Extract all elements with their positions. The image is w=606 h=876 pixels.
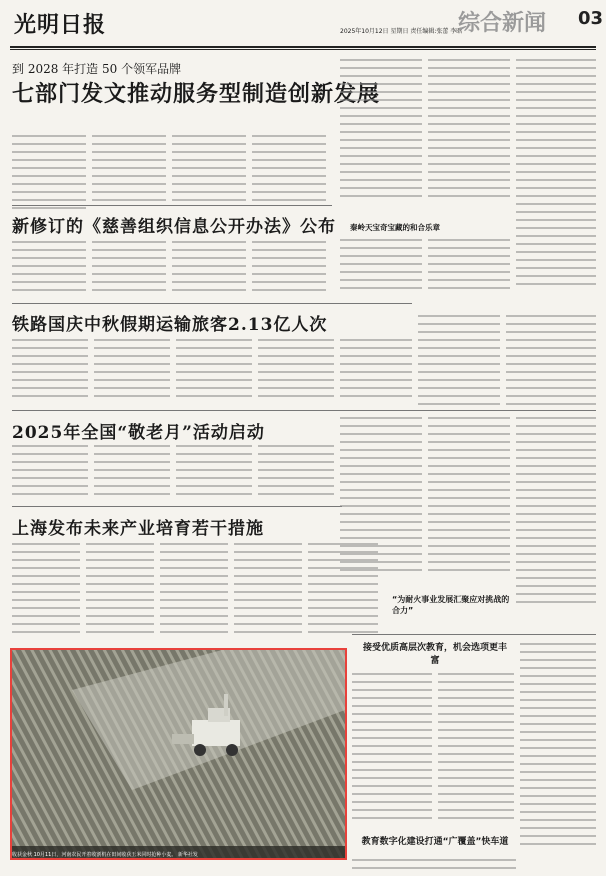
- right-col-12: [438, 670, 514, 830]
- right-col-9: [428, 414, 510, 584]
- right-col-11: [352, 670, 432, 830]
- divider: [352, 634, 596, 635]
- box-heading-1: 接受优质高层次教育，机会选项更丰富: [362, 643, 507, 666]
- photo-caption: 收获金秋 10月11日，河南农民开着收割机在田间收获玉米同时抢种小麦。 新华社发: [12, 852, 198, 858]
- story-4-col-2: [86, 540, 154, 640]
- lead-headline: 七部门发文推动服务型制造创新发展: [12, 81, 381, 107]
- right-col-10: [516, 414, 596, 614]
- lead-body-col-2: [92, 132, 166, 212]
- right-col-1: [340, 56, 422, 206]
- story-4-col-3: [160, 540, 228, 640]
- masthead-rule: [10, 46, 596, 48]
- right-col-8: [340, 414, 422, 584]
- right-col-14: [352, 856, 516, 874]
- story-3-headline: 2025年全国“敬老月”活动启动: [12, 423, 265, 443]
- right-col-3: [516, 56, 596, 296]
- divider: [340, 410, 596, 411]
- right-col-6: [418, 312, 500, 408]
- story-2-col-2: [94, 336, 170, 408]
- story-3-col-4: [258, 442, 334, 506]
- page-number: 03: [578, 8, 604, 29]
- story-4-col-4: [234, 540, 302, 640]
- pull-quote: [392, 594, 510, 624]
- divider: [12, 303, 412, 304]
- lead-kicker: 到 2028 年打造 50 个领军品牌: [12, 62, 182, 76]
- right-col-7: [506, 312, 596, 408]
- issue-line: 2025年10月12日 星期日 责任编辑:张蕾 李晗: [340, 28, 463, 35]
- story-2-col-1: [12, 336, 88, 408]
- section-title: 综合新闻: [458, 11, 547, 36]
- right-sub-heading-1: 秦岭天宝奇宝藏的和合乐章: [350, 223, 440, 232]
- story-1-col-2: [92, 238, 166, 302]
- box-heading-2: 教育数字化建设打通“广覆盖”快车道: [361, 837, 509, 847]
- masthead-rule-thin: [10, 49, 596, 50]
- story-1-col-1: [12, 238, 86, 302]
- divider: [12, 205, 332, 206]
- story-1-col-4: [252, 238, 326, 302]
- story-2-col-4: [258, 336, 334, 408]
- story-3-col-3: [176, 442, 252, 506]
- harvest-photo: [10, 648, 347, 860]
- masthead: [0, 0, 606, 52]
- right-col-13: [520, 640, 596, 860]
- story-1-headline: 新修订的《慈善组织信息公开办法》公布: [12, 217, 336, 237]
- story-2-col-5: [340, 336, 412, 408]
- right-col-5: [428, 236, 510, 300]
- story-4-col-1: [12, 540, 80, 640]
- story-3-col-2: [94, 442, 170, 506]
- lead-body-col-4: [252, 132, 326, 212]
- story-3-col-1: [12, 442, 88, 506]
- right-col-4: [340, 236, 422, 300]
- story-2-headline: 铁路国庆中秋假期运输旅客2.13亿人次: [12, 315, 328, 335]
- harvest-photo-illustration: [12, 650, 345, 858]
- right-col-2: [428, 56, 510, 206]
- divider: [12, 506, 342, 507]
- pull-quote-text: “为耐火事业发展汇聚应对挑战的合力”: [392, 595, 510, 615]
- newspaper-logo: 光明日报: [14, 12, 107, 38]
- story-2-col-3: [176, 336, 252, 408]
- story-1-col-3: [172, 238, 246, 302]
- story-4-headline: 上海发布未来产业培育若干措施: [12, 519, 264, 539]
- lead-body-col-3: [172, 132, 246, 212]
- divider: [12, 410, 342, 411]
